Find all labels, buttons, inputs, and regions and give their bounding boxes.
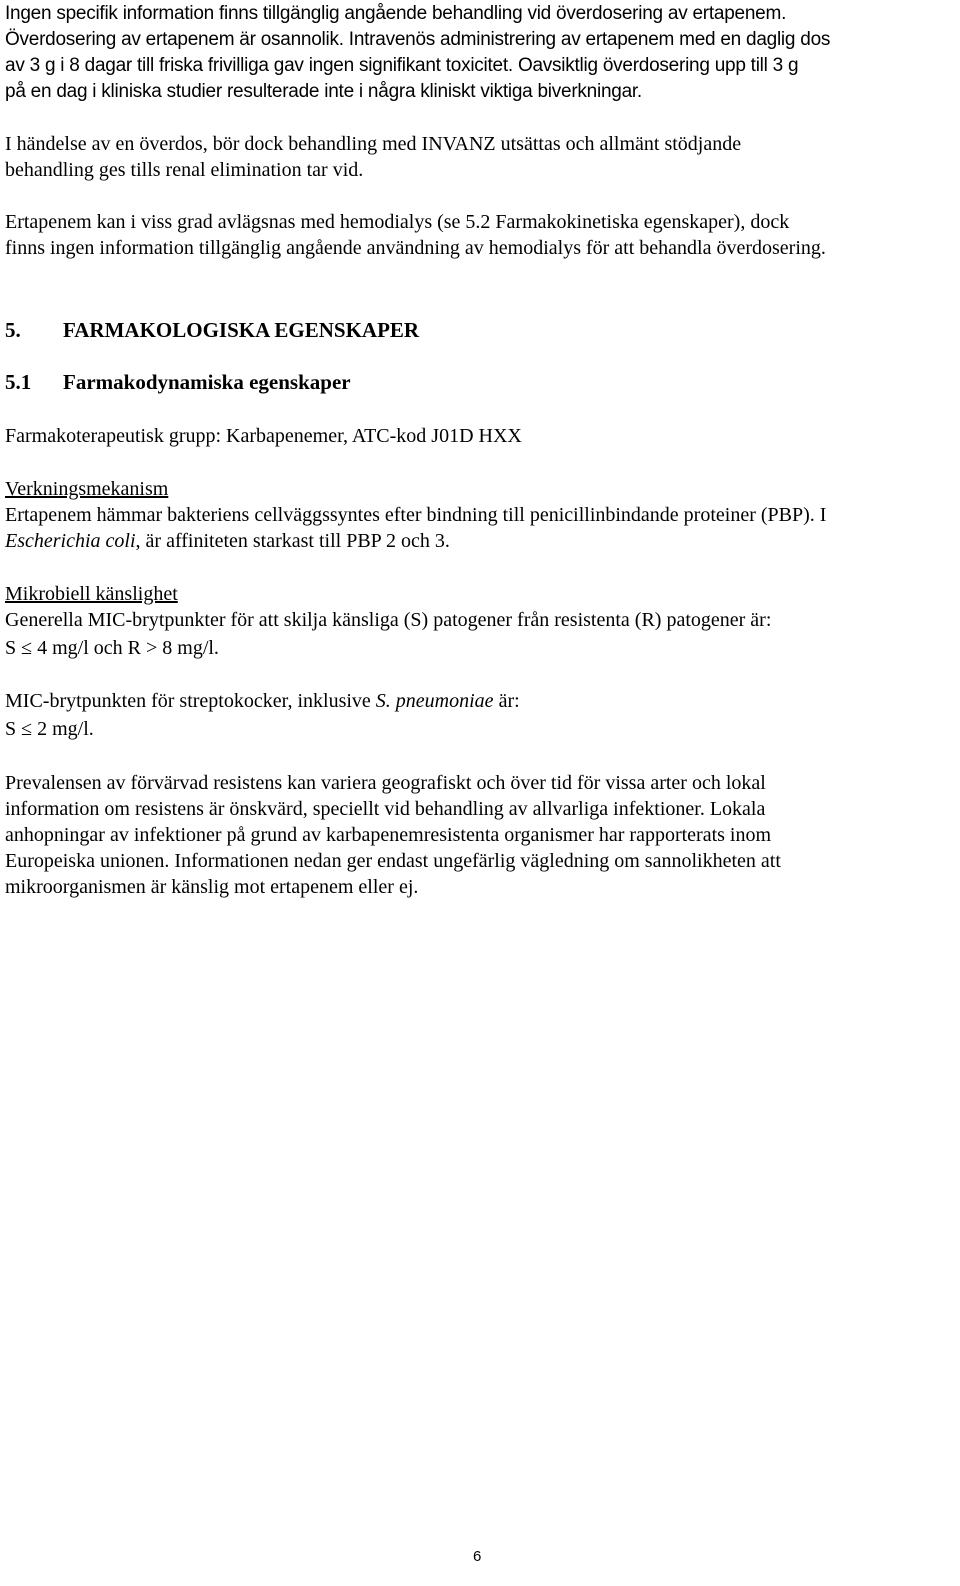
overdose-para2-line-1: I händelse av en överdos, bör dock behandling med INVANZ utsättas och allmänt stödjande (5, 133, 742, 155)
section-5-heading (5, 317, 419, 343)
strep-breakpoint-line (5, 688, 520, 714)
strep-prefix: MIC-brytpunkten för streptokocker, inklusive (5, 690, 376, 712)
mechanism-line-1: Ertapenem hämmar bakteriens cellväggssyntes efter bindning till penicillinbindande proteiner (PBP). I (5, 504, 827, 526)
prevalence-line-5: mikroorganismen är känslig mot ertapenem eller ej. (5, 876, 419, 898)
page-number: 6 (473, 1548, 482, 1565)
overdose-para3-line-2: finns ingen information tillgänglig angående användning av hemodialys för att behandla överdosering. (5, 237, 826, 259)
overdose-line-3: av 3 g i 8 dagar till friska frivilliga gav ingen signifikant toxicitet. Oavsiktlig överdosering upp till 3 g (5, 55, 799, 76)
mechanism-species: Escherichia coli (5, 530, 136, 552)
prevalence-line-2: information om resistens är önskvärd, speciellt vid behandling av allvarliga infektioner. Lokala (5, 798, 766, 820)
strep-suffix: är: (493, 690, 520, 712)
overdose-para3-line-1: Ertapenem kan i viss grad avlägsnas med hemodialys (se 5.2 Farmakokinetiska egenskaper), dock (5, 211, 790, 233)
susceptibility-line-1: Generella MIC-brytpunkter för att skilja känsliga (S) patogener från resistenta (R) patogener är: (5, 609, 772, 631)
overdose-line-2: Överdosering av ertapenem är osannolik. Intravenös administrering av ertapenem med en daglig dos (5, 29, 831, 50)
susceptibility-heading: Mikrobiell känslighet (5, 583, 178, 605)
section-5-title: FARMAKOLOGISKA EGENSKAPER (63, 318, 420, 342)
prevalence-line-4: Europeiska unionen. Informationen nedan ger endast ungefärlig vägledning om sannolikheten att (5, 850, 781, 872)
prevalence-line-3: anhopningar av infektioner på grund av karbapenemresistenta organismer har rapporterats inom (5, 824, 772, 846)
mechanism-heading: Verkningsmekanism (5, 478, 169, 500)
mechanism-line-2-rest: , är affiniteten starkast till PBP 2 och 3. (135, 530, 450, 552)
section-5-1-number: 5.1 (5, 370, 32, 394)
section-5-1-title: Farmakodynamiska egenskaper (63, 370, 351, 394)
section-5-number: 5. (5, 318, 21, 342)
prevalence-line-1: Prevalensen av förvärvad resistens kan variera geografiskt och över tid för vissa arter och lokal (5, 772, 766, 794)
overdose-line-4: på en dag i kliniska studier resulterade inte i några kliniskt viktiga biverkningar. (5, 81, 642, 102)
strep-species: S. pneumoniae (375, 690, 494, 712)
mechanism-line-2 (5, 528, 450, 554)
strep-breakpoint-value: S ≤ 2 mg/l. (5, 718, 94, 740)
section-5-1-heading (5, 369, 351, 395)
susceptibility-line-2: S ≤ 4 mg/l och R > 8 mg/l. (5, 637, 219, 659)
overdose-line-1: Ingen specifik information finns tillgänglig angående behandling vid överdosering av ertapenem. (5, 3, 787, 24)
overdose-para2-line-2: behandling ges tills renal elimination tar vid. (5, 159, 364, 181)
pharmacotherapeutic-group: Farmakoterapeutisk grupp: Karbapenemer, ATC-kod J01D HXX (5, 425, 522, 447)
